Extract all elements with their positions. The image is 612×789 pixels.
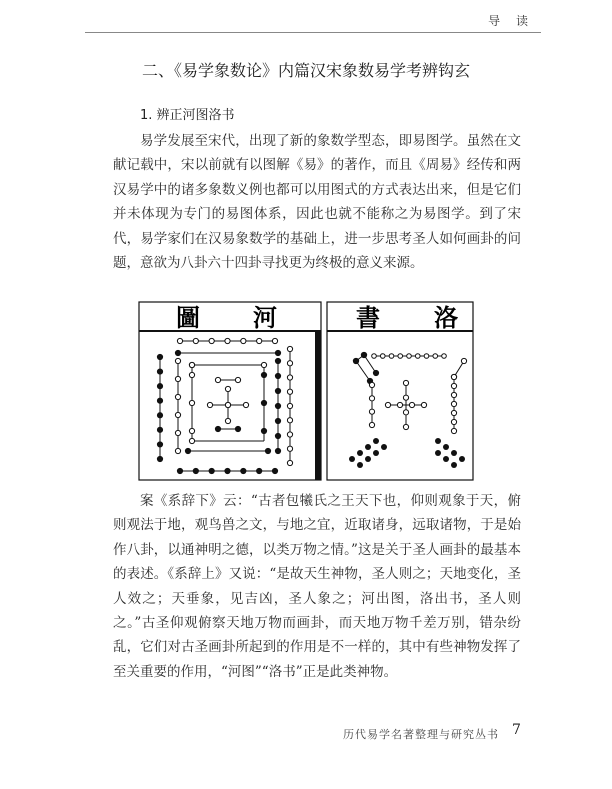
paragraph-xici: 案《系辞下》云：“古者包犧氏之王天下也，仰则观象于天，俯则观法于地，观鸟兽之文，与地之宜，近取诸身，远取诸物，于是始作八卦，以通神明之德，以类万物之情。”这是关于圣人画卦的最基本的表述。《系辞上》又说：“是故天生神物，圣人则之；天地变化，圣人效之；天垂象，见吉凶，圣人象之；河出图，洛出书，圣人则之。”古圣仰观俯察天地万物而画卦，而天地万物千差万别，错杂纷乱，它们对古圣画卦所起到的作用是不一样的，其中有些神物发挥了至关重要的作用，“河图”“洛书”正是此类神物。 <box>113 493 521 680</box>
luoshu-title-char-1: 書 <box>356 303 380 332</box>
hetu-dot-pattern <box>157 338 292 473</box>
luoshu-diagram <box>326 301 474 481</box>
running-head: 导 读 <box>488 14 534 28</box>
hetu-title-char-1: 圖 <box>176 303 200 332</box>
page-number: 7 <box>512 722 521 738</box>
hetu-title-char-2: 河 <box>253 303 277 332</box>
section-title: 二、《易学象数论》内篇汉宋象数易学考辨钩玄 <box>141 61 470 80</box>
footer-series-title: 历代易学名著整理与研究丛书 <box>343 728 499 741</box>
paragraph-intro: 易学发展至宋代，出现了新的象数学型态，即易图学。虽然在文献记载中，宋以前就有以图解《易》的著作，而且《周易》经传和两汉易学中的诸多象数义例也都可以用图式的方式表达出来，但是它们并未体现为专门的易图体系，因此也就不能称之为易图学。到了宋代，易学家们在汉易象数学的基础上，进一步思考圣人如何画卦的问题，意欲为八卦六十四卦寻找更为终极的意义来源。 <box>113 133 521 272</box>
luoshu-dot-pattern <box>349 352 467 468</box>
subheading: 1. 辨正河图洛书 <box>140 108 235 123</box>
luoshu-title-char-2: 洛 <box>434 303 458 332</box>
header-rule <box>85 32 541 33</box>
hetu-diagram <box>138 301 322 481</box>
